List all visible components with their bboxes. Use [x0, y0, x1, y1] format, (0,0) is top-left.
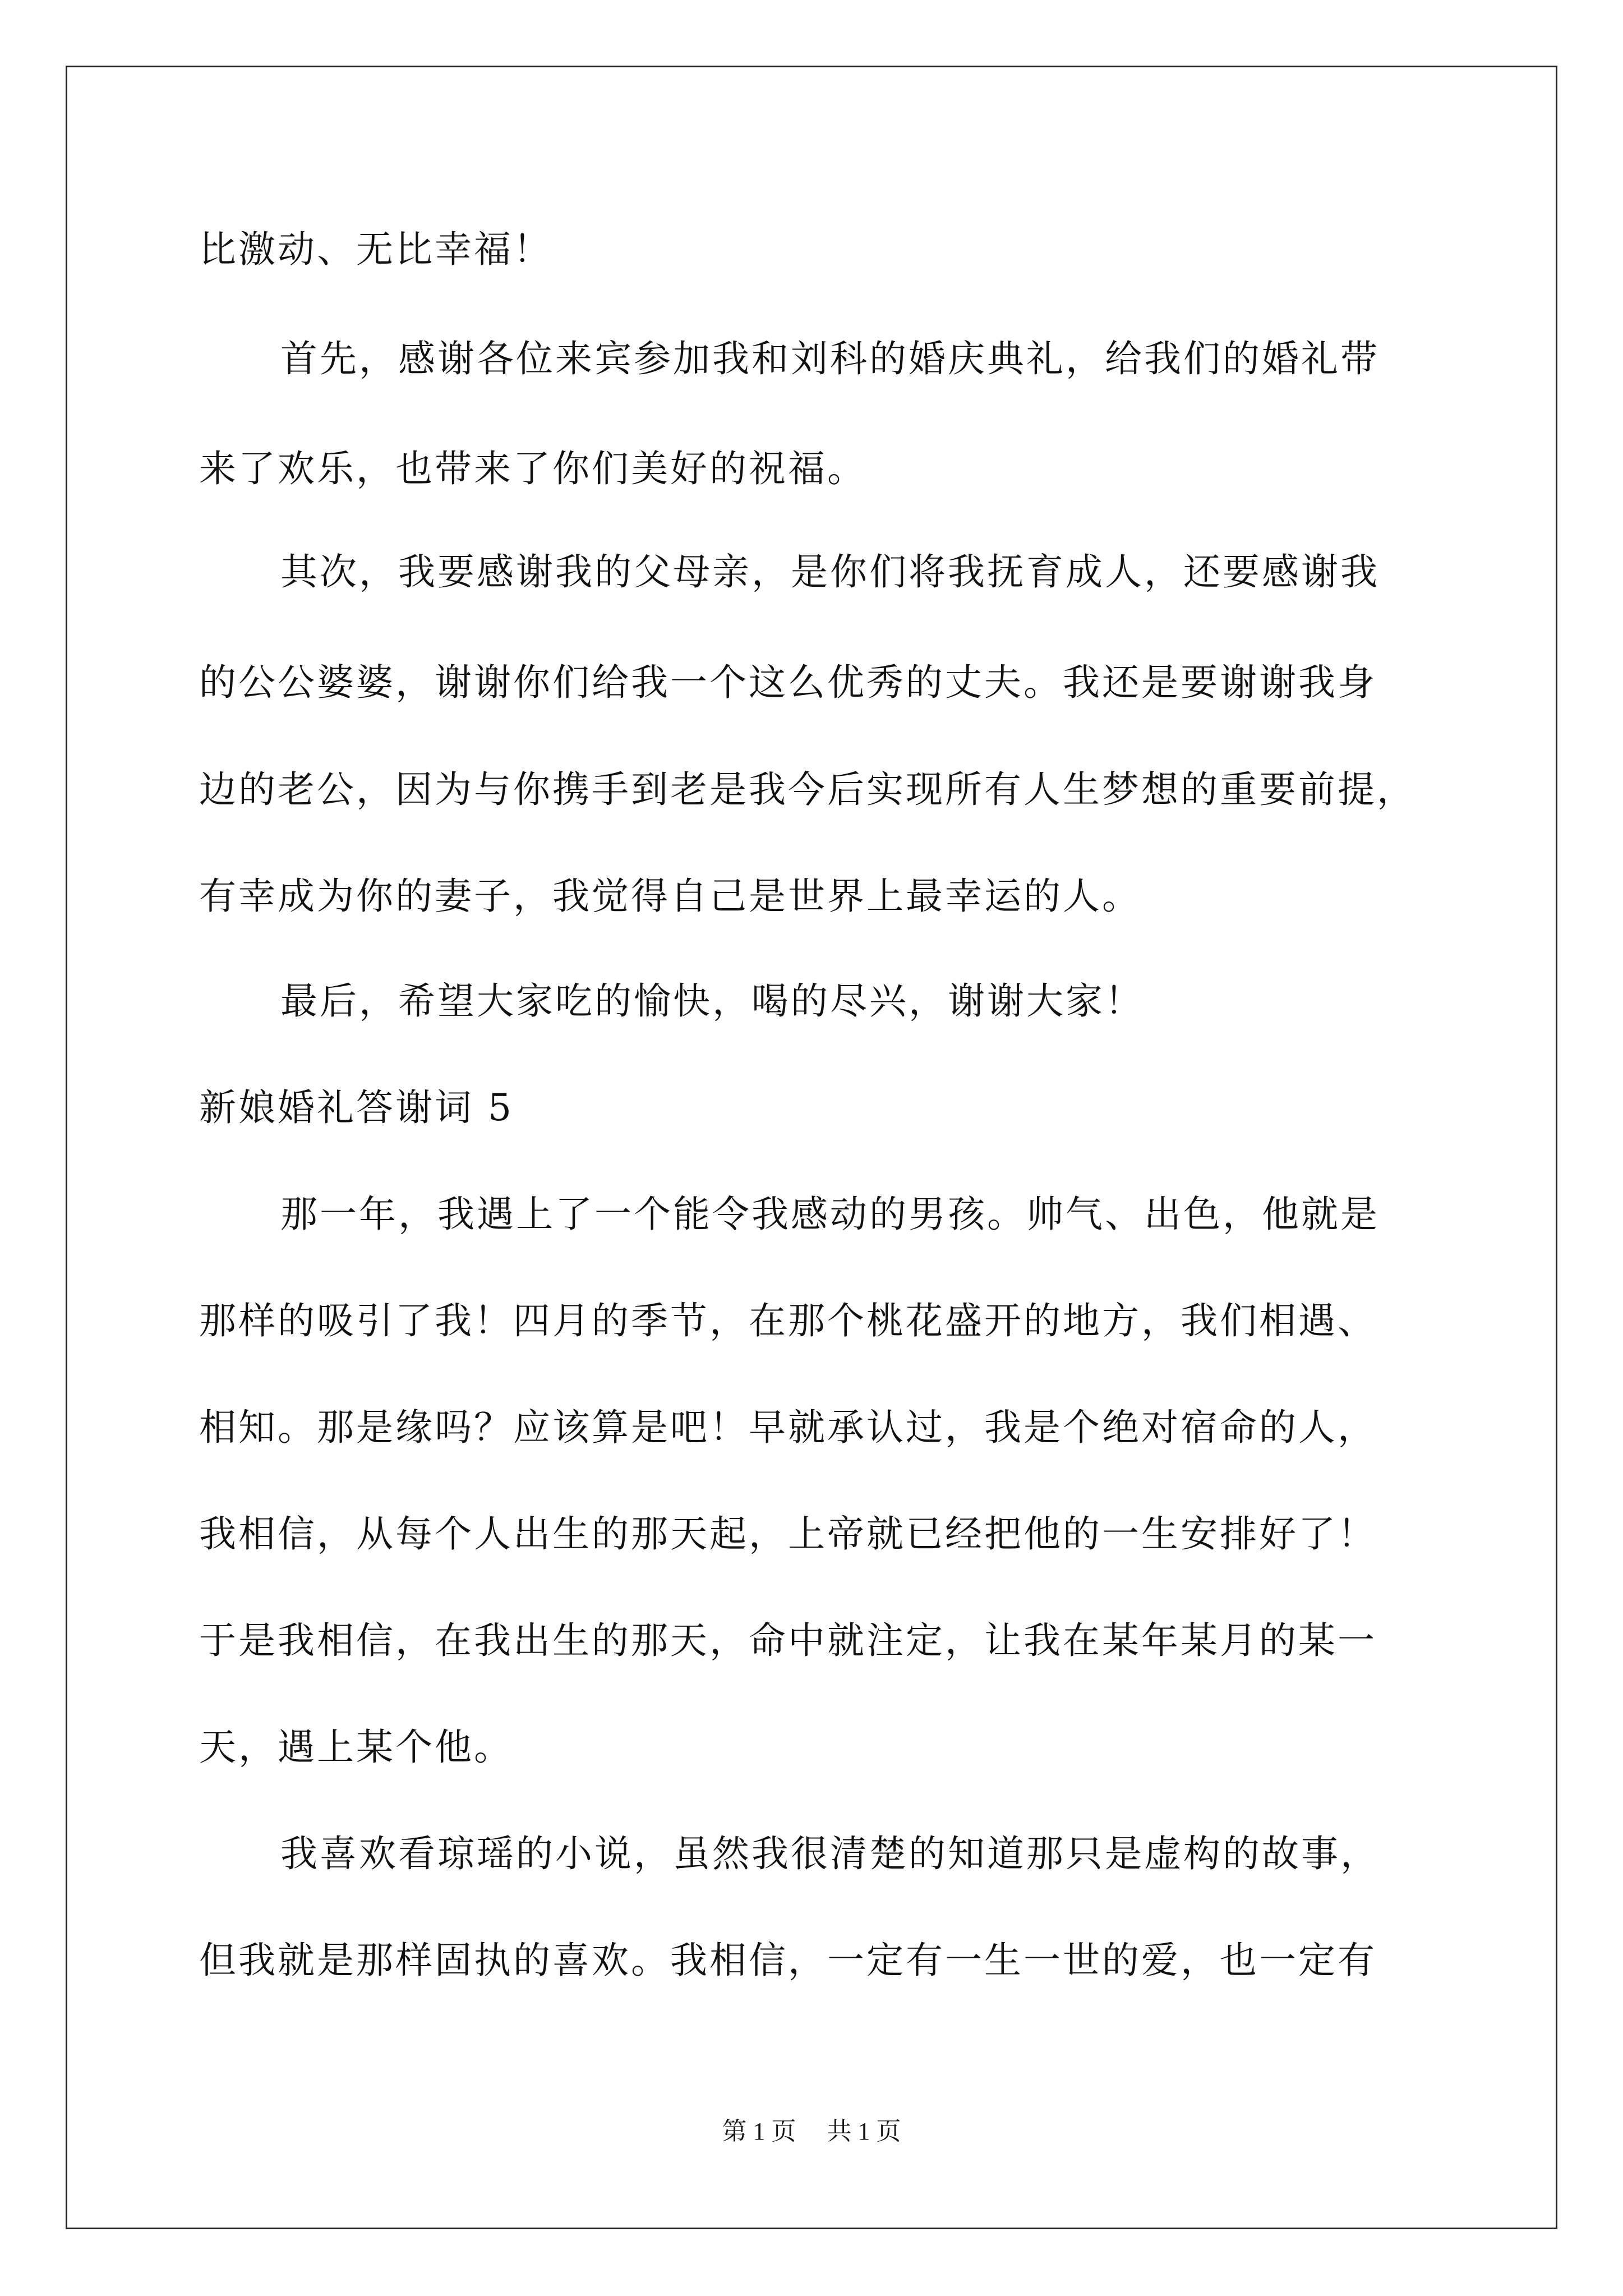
page-footer: 第 1 页 共 1 页	[722, 2118, 901, 2145]
text-line: 我相信，从每个人出生的那天起，上帝就已经把他的一生安排好了！	[199, 1512, 1377, 1556]
text-line: 但我就是那样固执的喜欢。我相信，一定有一生一世的爱，也一定有	[199, 1939, 1377, 1982]
paragraph-first-line: 首先，感谢各位来宾参加我和刘科的婚庆典礼，给我们的婚礼带	[280, 337, 1380, 380]
section-heading: 新娘婚礼答谢词 5	[199, 1086, 514, 1129]
paragraph-first-line: 最后，希望大家吃的愉快，喝的尽兴，谢谢大家！	[280, 979, 1144, 1023]
paragraph-first-line: 那一年，我遇上了一个能令我感动的男孩。帅气、出色，他就是	[280, 1193, 1380, 1236]
text-line: 相知。那是缘吗？应该算是吧！早就承认过，我是个绝对宿命的人，	[199, 1406, 1377, 1449]
text-line: 那样的吸引了我！四月的季节，在那个桃花盛开的地方，我们相遇、	[199, 1299, 1377, 1342]
text-line: 天，遇上某个他。	[199, 1726, 513, 1769]
text-line: 边的老公，因为与你携手到老是我今后实现所有人生梦想的重要前提，	[199, 768, 1416, 811]
page-border	[66, 66, 1557, 2229]
text-line: 于是我相信，在我出生的那天，命中就注定，让我在某年某月的某一	[199, 1619, 1377, 1662]
text-line: 来了欢乐，也带来了你们美好的祝福。	[199, 447, 866, 490]
paragraph-first-line: 其次，我要感谢我的父母亲，是你们将我抚育成人，还要感谢我	[280, 550, 1380, 593]
text-line: 比激动、无比幸福！	[199, 228, 552, 271]
text-line: 的公公婆婆，谢谢你们给我一个这么优秀的丈夫。我还是要谢谢我身	[199, 661, 1377, 704]
text-line: 有幸成为你的妻子，我觉得自己是世界上最幸运的人。	[199, 875, 1141, 918]
paragraph-first-line: 我喜欢看琼瑶的小说，虽然我很清楚的知道那只是虚构的故事，	[280, 1832, 1380, 1875]
